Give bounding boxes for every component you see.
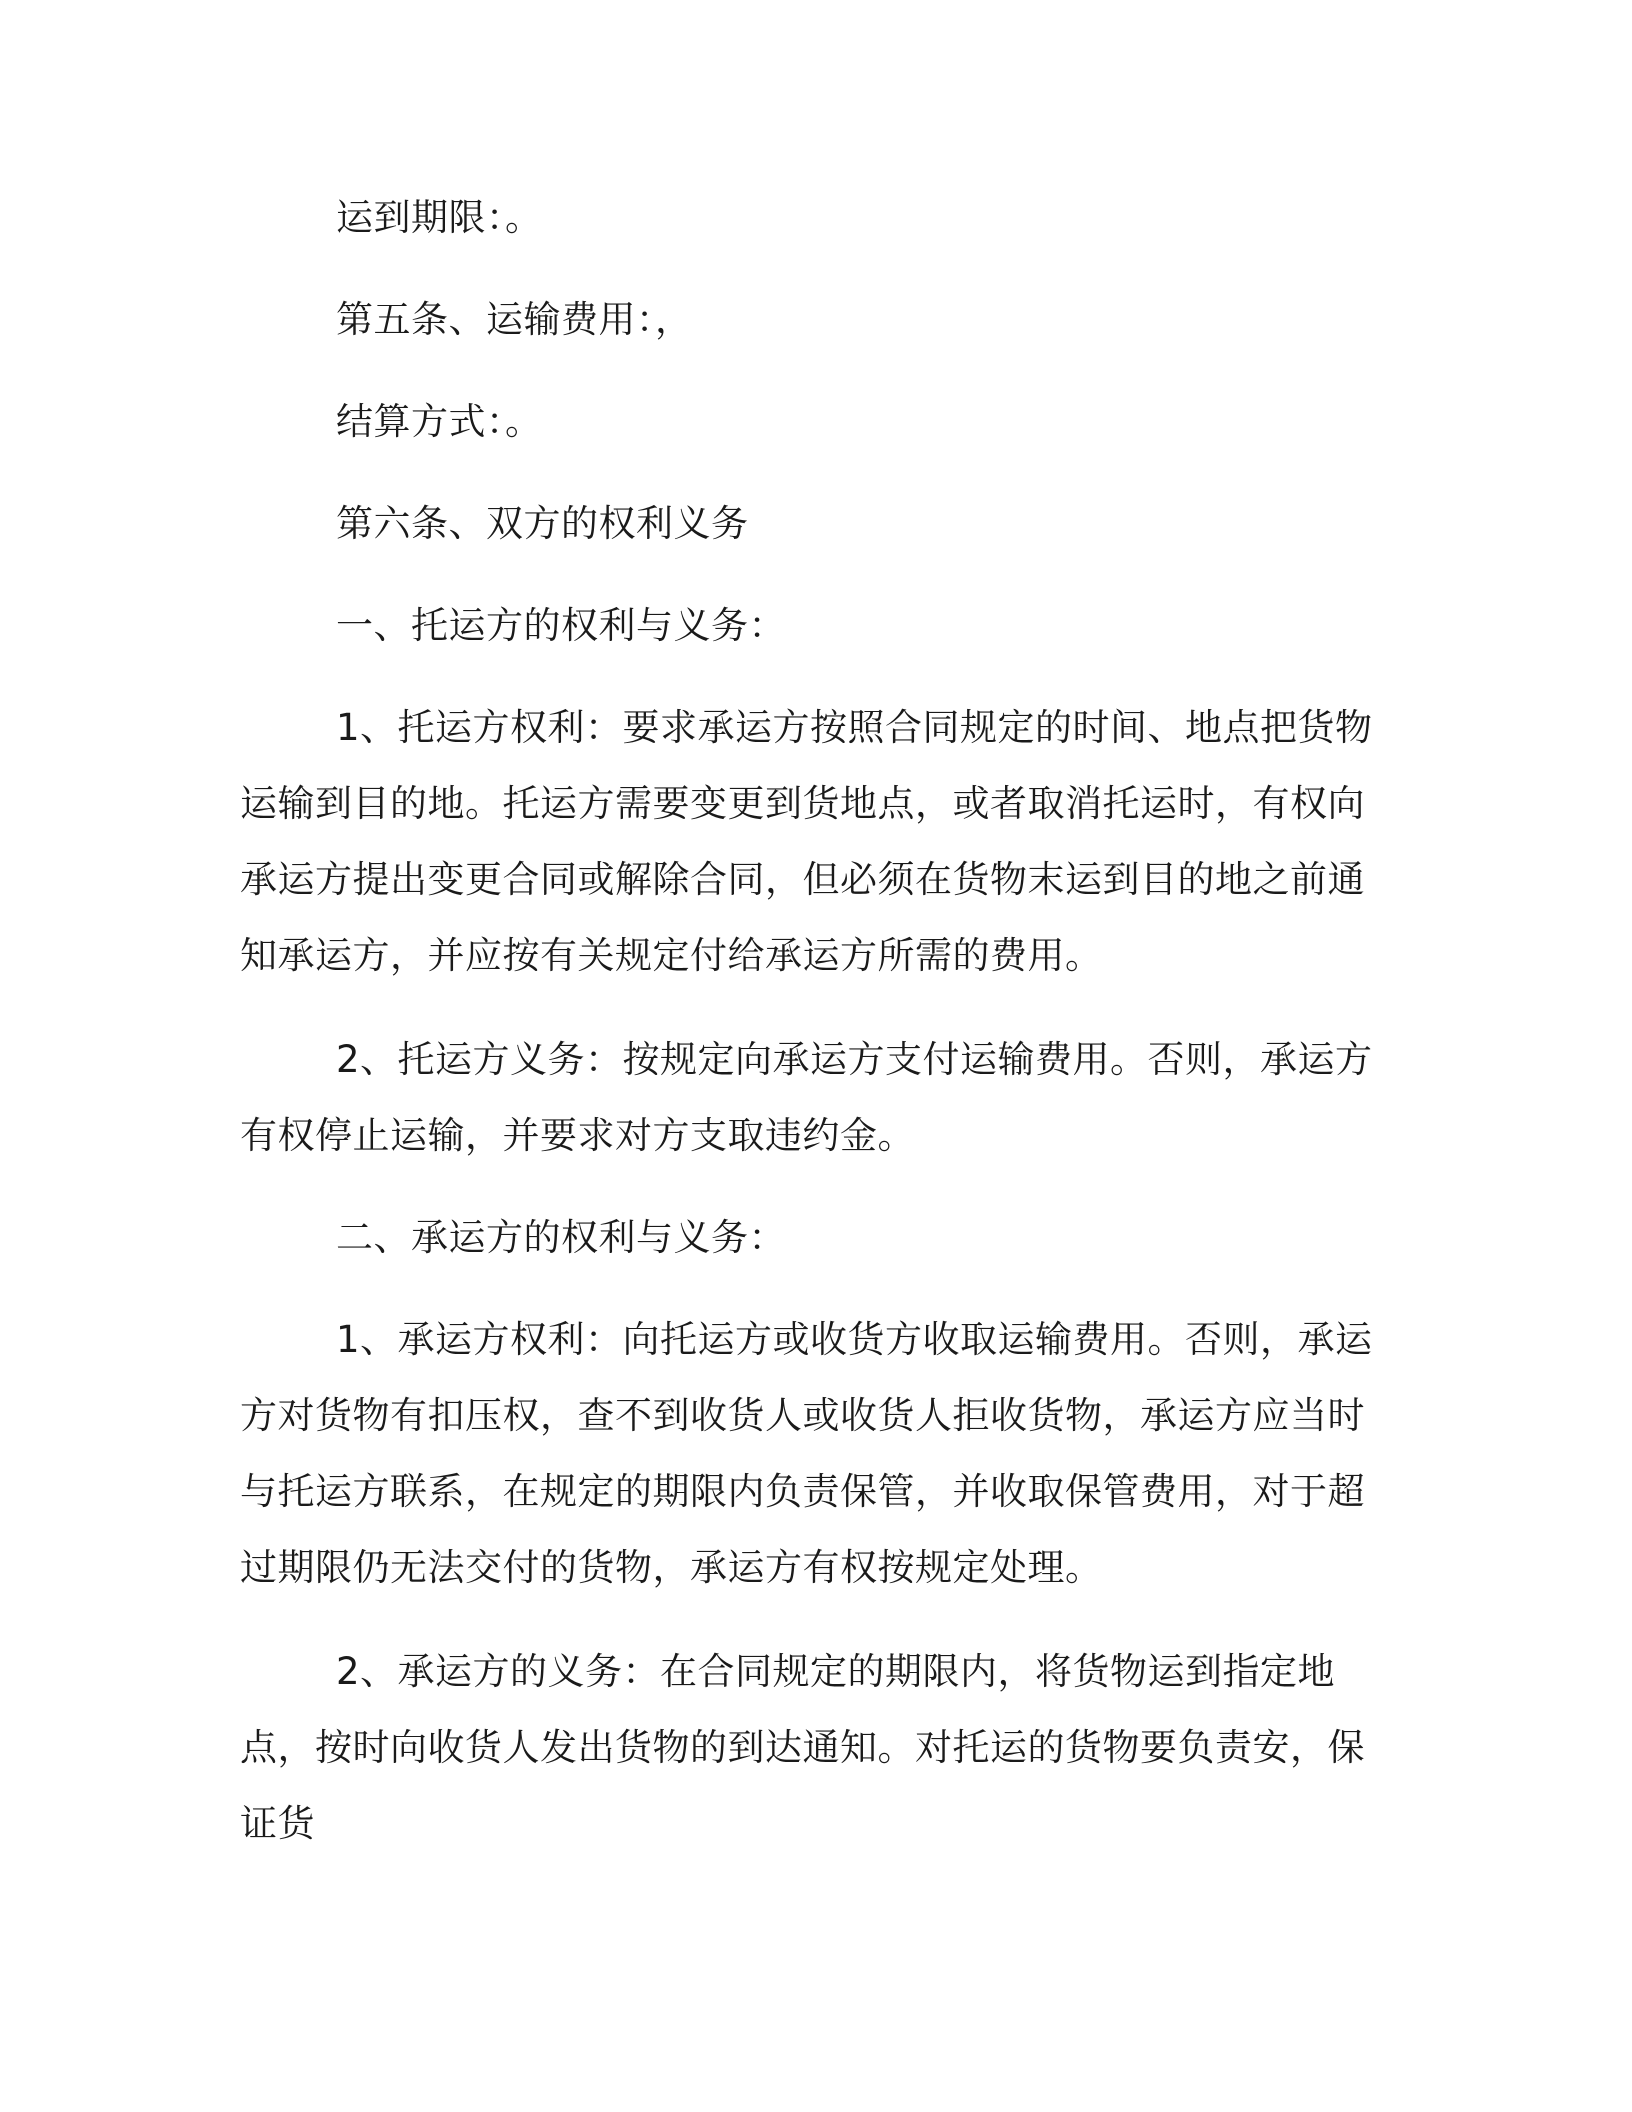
settlement-method-line: 结算方式：。 (336, 400, 543, 443)
shipper-obligations-paragraph: 2、托运方义务：按规定向承运方支付运输费用。否则，承运方有权停止运输，并要求对方支取违约金。 (240, 1038, 1373, 1157)
article-6-heading: 第六条、双方的权利义务 (336, 502, 749, 545)
shipper-rights-paragraph: 1、托运方权利：要求承运方按照合同规定的时间、地点把货物运输到目的地。托运方需要变更到货地点，或者取消托运时，有权向承运方提出变更合同或解除合同，但必须在货物末运到目的地之前通知承运方，并应按有关规定付给承运方所需的费用。 (240, 706, 1373, 977)
section-1-heading: 一、托运方的权利与义务： (336, 604, 786, 647)
article-5-transport-fee: 第五条、运输费用：， (336, 298, 693, 341)
delivery-deadline-line: 运到期限：。 (336, 196, 543, 239)
carrier-rights-paragraph: 1、承运方权利：向托运方或收货方收取运输费用。否则，承运方对货物有扣压权，查不到收货人或收货人拒收货物，承运方应当时与托运方联系，在规定的期限内负责保管，并收取保管费用，对于超过期限仍无法交付的货物，承运方有权按规定处理。 (240, 1318, 1373, 1589)
carrier-obligations-paragraph: 2、承运方的义务：在合同规定的期限内，将货物运到指定地点，按时向收货人发出货物的到达通知。对托运的货物要负责安，保证货 (240, 1650, 1365, 1845)
section-2-heading: 二、承运方的权利与义务： (336, 1216, 786, 1259)
